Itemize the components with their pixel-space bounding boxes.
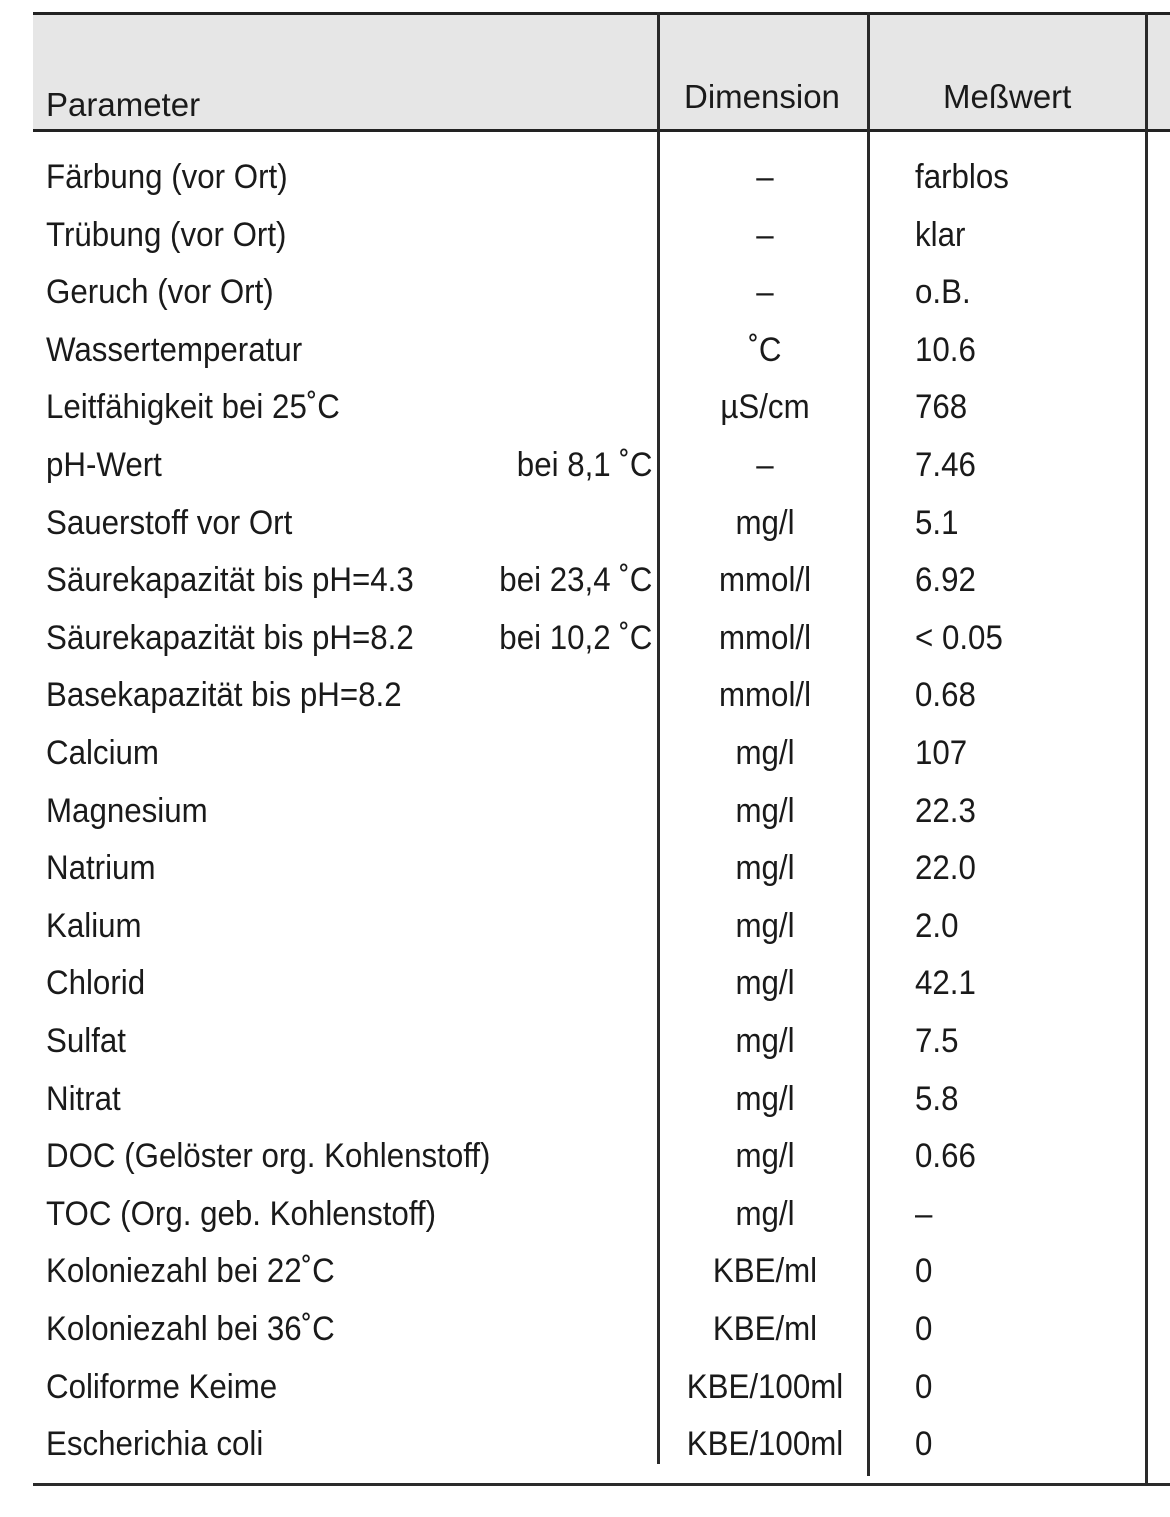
table-bottom-border: [33, 1483, 1170, 1486]
row-parameter: Nitrat: [46, 1079, 121, 1118]
table-row: [33, 1077, 1170, 1135]
row-parameter: Trübung (vor Ort): [46, 215, 287, 254]
table-row: [33, 1134, 1170, 1192]
table-row: [33, 1422, 1170, 1480]
row-parameter: Natrium: [46, 849, 156, 888]
row-dimension: –: [756, 158, 774, 196]
row-parameter: Escherichia coli: [46, 1425, 264, 1464]
row-parameter: Chlorid: [46, 964, 146, 1003]
row-dimension: KBE/ml: [712, 1252, 818, 1291]
row-parameter: Geruch (vor Ort): [46, 273, 274, 312]
row-parameter: pH-Wert: [46, 446, 162, 484]
row-value: –: [915, 1194, 933, 1233]
row-dimension: mg/l: [735, 906, 795, 945]
table-row: [33, 501, 1170, 559]
row-parameter: Koloniezahl bei 36˚C: [46, 1310, 335, 1348]
header-parameter: Parameter: [46, 86, 201, 123]
table-row: [33, 1365, 1170, 1423]
row-value: o.B.: [915, 273, 971, 312]
row-dimension: mg/l: [735, 964, 795, 1003]
table-header: [33, 12, 1170, 132]
row-dimension: mg/l: [735, 503, 795, 542]
row-note: bei 10,2 ˚C: [498, 618, 652, 657]
row-dimension: mmol/l: [718, 676, 812, 715]
row-dimension: mmol/l: [718, 618, 812, 657]
row-dimension: –: [756, 273, 774, 312]
row-value: 0: [915, 1252, 933, 1291]
water-analysis-table: [33, 12, 1170, 1486]
row-dimension: mg/l: [735, 1137, 795, 1176]
row-parameter: Säurekapazität bis pH=4.3: [46, 561, 414, 600]
row-parameter: Sauerstoff vor Ort: [46, 503, 293, 542]
table-row: [33, 961, 1170, 1019]
row-dimension: KBE/ml: [712, 1310, 818, 1348]
row-dimension: –: [756, 446, 774, 484]
table-row: [33, 1249, 1170, 1307]
row-dimension: –: [756, 215, 774, 254]
row-value: 42.1: [915, 964, 976, 1003]
row-parameter: Koloniezahl bei 22˚C: [46, 1252, 335, 1291]
row-dimension: µS/cm: [720, 388, 810, 427]
row-value: 768: [915, 388, 968, 427]
row-parameter: Wassertemperatur: [46, 330, 303, 369]
header-dimension: Dimension: [684, 78, 840, 115]
row-dimension: mg/l: [735, 734, 795, 772]
table-row: [33, 731, 1170, 789]
row-parameter: Calcium: [46, 734, 159, 772]
row-value: 10.6: [915, 330, 976, 369]
row-dimension: mg/l: [735, 1022, 795, 1060]
row-value: 2.0: [915, 906, 959, 945]
row-value: 7.46: [915, 446, 976, 484]
row-value: 0: [915, 1425, 933, 1464]
table-row: [33, 385, 1170, 443]
row-value: 0: [915, 1310, 933, 1348]
row-value: klar: [915, 215, 966, 254]
row-dimension: mg/l: [735, 849, 795, 888]
row-parameter: Coliforme Keime: [46, 1367, 278, 1406]
row-value: < 0.05: [915, 618, 1003, 657]
row-value: farblos: [915, 158, 1009, 196]
table-row: [33, 213, 1170, 271]
row-parameter: Sulfat: [46, 1022, 126, 1060]
row-parameter: DOC (Gelöster org. Kohlenstoff): [46, 1137, 491, 1176]
row-value: 0.66: [915, 1137, 976, 1176]
row-value: 22.0: [915, 849, 976, 888]
row-value: 107: [915, 734, 968, 772]
row-value: 22.3: [915, 791, 976, 830]
row-note: bei 23,4 ˚C: [498, 561, 652, 600]
table-row: [33, 155, 1170, 213]
header-value: Meßwert: [943, 78, 1072, 115]
row-parameter: Färbung (vor Ort): [46, 158, 288, 196]
table-row: [33, 1192, 1170, 1250]
row-dimension: ˚C: [748, 330, 782, 369]
row-parameter: Leitfähigkeit bei 25˚C: [46, 388, 340, 427]
row-parameter: TOC (Org. geb. Kohlenstoff): [46, 1194, 437, 1233]
table-row: [33, 673, 1170, 731]
row-dimension: mmol/l: [718, 561, 812, 600]
row-parameter: Magnesium: [46, 791, 208, 830]
table-row: [33, 1019, 1170, 1077]
row-dimension: mg/l: [735, 1079, 795, 1118]
table-row: [33, 789, 1170, 847]
row-value: 0: [915, 1367, 933, 1406]
row-dimension: KBE/100ml: [686, 1367, 844, 1406]
row-parameter: Säurekapazität bis pH=8.2: [46, 618, 414, 657]
table-row: [33, 846, 1170, 904]
row-parameter: Kalium: [46, 906, 142, 945]
row-note: bei 8,1 ˚C: [516, 446, 652, 484]
row-value: 5.8: [915, 1079, 959, 1118]
table-row: [33, 270, 1170, 328]
row-value: 7.5: [915, 1022, 959, 1060]
row-value: 0.68: [915, 676, 976, 715]
table-row: [33, 558, 1170, 616]
row-value: 6.92: [915, 561, 976, 600]
table-row: [33, 616, 1170, 674]
row-parameter: Basekapazität bis pH=8.2: [46, 676, 402, 715]
table-row: [33, 904, 1170, 962]
row-value: 5.1: [915, 503, 959, 542]
row-dimension: mg/l: [735, 1194, 795, 1233]
row-dimension: KBE/100ml: [686, 1425, 844, 1464]
row-dimension: mg/l: [735, 791, 795, 830]
table-row: [33, 1307, 1170, 1365]
table-row: [33, 328, 1170, 386]
table-row: [33, 443, 1170, 501]
